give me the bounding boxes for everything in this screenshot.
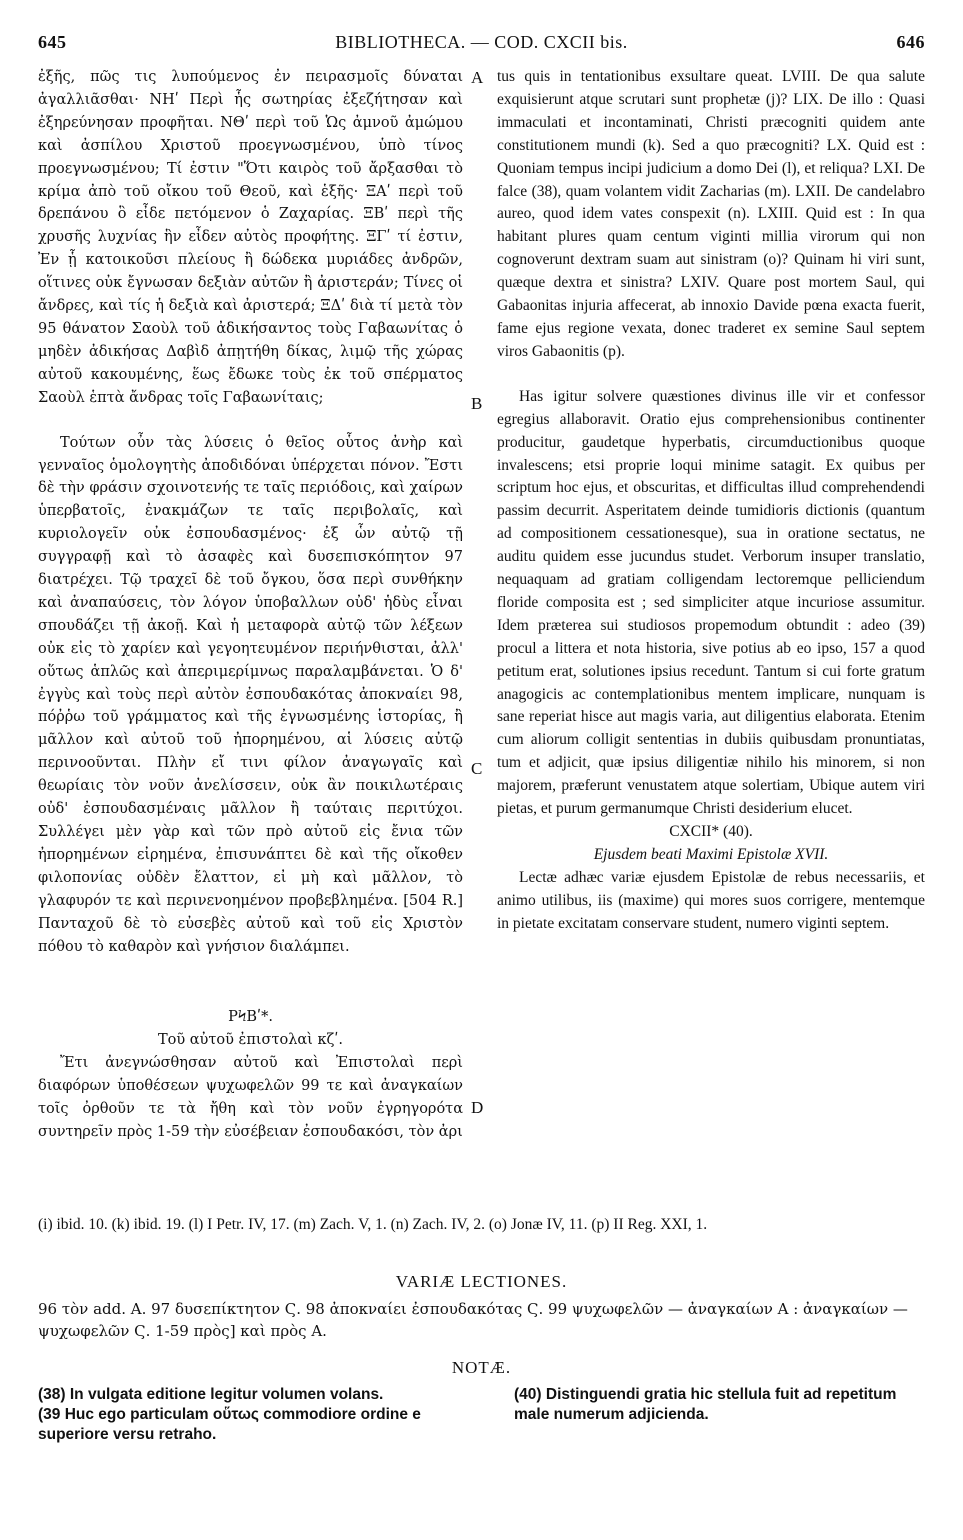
page-number-right: 646 (896, 32, 925, 52)
variae-lectiones-text: 96 τὸν add. A. 97 δυσεπίκτητον Ϛ. 98 ἀποκναίει ἐσπουδακότας Ϛ. 99 ψυχωφελῶν — ἀναγκαίων A : ἀναγκαίων — ψυχωφελῶν Ϛ. 1-59 πρὸς] καὶ πρὸς A. (38, 1300, 908, 1340)
notae-title: NOTÆ. (451, 1358, 512, 1377)
margin-letter-d: D (471, 1098, 484, 1117)
greek-paragraph-2: Τούτων οὖν τὰς λύσεις ὁ θεῖος οὗτος ἀνὴρ καὶ γενναῖος ὁμολογητὴς ἀποδιδόναι ὑπέρχεται πόνον. Ἔστι δὲ τὴν φράσιν σχοινοτενής τε ταῖς περιόδοις, καὶ χαίρων ὑπερβατοῖς, ἐνακμάζων τε ταῖς περιβολαῖς, καὶ κυριολογεῖν οὐκ ἐσπουδασμένος· ἐξ ὧν αὐτῷ τῇ συγγραφῇ καὶ τὸ ἀσαφὲς καὶ δυσεπισκόπητον 97 διατρέχει. Τῷ τραχεῖ δὲ τοῦ ὄγκου, ὅσα περὶ συνθήκην καὶ ἀναπαύσεις, τὸν λόγον ὑποβαλλων οὐδ' ἡδὺς εἶναι σπουδάζει τῇ ἀκοῇ. Καὶ ἡ μεταφορὰ αὐτῷ τῶν λέξεων οὐκ εἰς τὸ χαρίεν καὶ γεγοητευμένον περιήνθισται, ἀλλ' οὕτως ἁπλῶς καὶ ἀπεριμερίμνως παραλαμβάνεται. Ὁ δ' ἐγγὺς καὶ τοὺς περὶ αὐτὸν ἐσπουδακότας ἀποκναίει 98, πόῤῥω τοῦ γράμματος καὶ τῆς ἐγνωσμένης ἱστορίας, ἢ μᾶλλον καὶ αὐτοῦ τοῦ ἠπορημένου, αἱ λύσεις αὐτῷ περινοοῦνται. Πλὴν εἴ τινι φίλον ἀναγωγαῖς καὶ θεωρίαις τὸν νοῦν ἀνελίσσειν, οὐκ ἂν ποικιλωτέραις οὐδ' ἐσπουδασμέναις μᾶλλον ἢ ταύταις περιτύχοι. Συλλέγει μὲν γὰρ καὶ τῶν πρὸ αὐτοῦ εἰς ἔνια τῶν ἠπορημένων εἰρημένα, ἐπισυνάπτει δὲ καὶ τῆς οἴκοθεν φιλοπονίας οὐδὲν ἔλαττον, εἰ μὴ καὶ μᾶλλον, τὸ γλαφυρόν τε καὶ περινενοημένον προβεβλημένα. [504 R.] Πανταχοῦ δὲ τὸ εὐσεβὲς αὐτοῦ καὶ τοῦ εἰς Χριστὸν πόθου τὸ καθαρὸν καὶ γνήσιον διαλάμπει. (38, 434, 463, 955)
note-39: (39 Huc ego particulam οὕτως commodiore ordine e superiore versu retraho. (38, 1406, 421, 1443)
notes-left (38, 1385, 478, 1445)
running-title: BIBLIOTHECA. — COD. CXCII bis. (335, 32, 628, 52)
margin-letter-b: B (471, 394, 483, 413)
margin-letter-c: C (471, 759, 483, 778)
latin-section-number: CXCII* (40). (669, 823, 753, 840)
greek-section-title: Τοῦ αὐτοῦ ἐπιστολαὶ κζʹ. (157, 1032, 344, 1049)
note-40: (40) Distinguendi gratia hic stellula fuit ad repetitum male numerum adjicienda. (514, 1386, 897, 1423)
greek-section-number: ΡϞΒʹ*. (228, 1009, 273, 1026)
margin-letter-a: A (471, 68, 484, 87)
latin-column (497, 66, 925, 936)
greek-column (38, 66, 463, 1144)
footnotes: (i) ibid. 10. (k) ibid. 19. (l) I Petr. IV, 17. (m) Zach. V, 1. (n) Zach. IV, 2. (o) Jonæ IV, 11. (p) II Reg. XXI, 1. (38, 1216, 708, 1233)
greek-paragraph-1: ἐξῆς, πῶς τις λυπούμενος ἐν πειρασμοῖς δύναται ἀγαλλιᾶσθαι· ΝΗʹ Περὶ ἧς σωτηρίας ἐξεζήτησαν καὶ ἐξηρεύνησαν προφῆται. ΝΘʹ περὶ τοῦ Ὡς ἀμνοῦ ἀμώμου καὶ ἀσπίλου Χριστοῦ προεγνωσμένου, ὑπὸ τίνος προεγνωσμένου; Τί ἐστιν "Ὅτι καιρὸς τοῦ ἄρξασθαι τὸ κρίμα ἀπὸ τοῦ οἴκου τοῦ Θεοῦ, καὶ ἑξῆς· ΞΑʹ περὶ τοῦ δρεπάνου ὃ εἶδε πετόμενον ὁ Ζαχαρίας. ΞΒʹ περὶ τῆς χρυσῆς λυχνίας ἣν εἶδεν αὐτὸς προφήτης. ΞΓʹ τί ἐστιν, Ἐν ᾗ κατοικοῦσι πλείους ἢ δώδεκα μυριάδες ἀνδρῶν, οἵτινες οὐκ ἔγνωσαν δεξιὰν αὐτῶν ἢ ἀριστεράν; Τίνες οἱ ἄνδρες, καὶ τίς ἡ δεξιὰ καὶ ἀριστερά; ΞΔʹ διὰ τί μετὰ τὸν 95 θάνατον Σαοὺλ τοῦ ἀδικήσαντος τοὺς Γαβαωνίτας ὁ μηδὲν ἀδικήσας Δαβὶδ ἀπῃτήθη δίκας, λιμῷ τῆς χώρας αὐτοῦ κακουμένης, ἕως ἔδωκε τοὺς ἐκ τοῦ σπέρματος Σαοὺλ ἑπτὰ ἄνδρας τοῖς Γαβαωνίταις; (38, 69, 463, 406)
variae-lectiones-title: VARIÆ LECTIONES. (395, 1272, 568, 1291)
latin-paragraph-1: tus quis in tentationibus exsultare queat. LVIII. De qua salute exquisierunt atque scrutari sunt prophetæ (j)? LIX. De illo : Quasi immaculati et incontaminati, Christi præcogniti quidem ante constitutionem mundi (k). Sed a quo præcogniti? LX. Quid est : Quoniam tempus incipi judicium a domo Dei (l), et reliqua? LXI. De falce (38), quam volantem vidit Zacharias (m). LXII. De candelabro aureo, quod idem vates conspexit (n). LXIII. Quid est : In qua habitant plures quam centum viginti millia virorum qui non cognoverunt dextram suam aut sinistram (o)? Quinam hi viri sunt, quæque dextra et sinistra? LXIV. Quare post mortem Saul, qui Gabaonitas injuria affecerat, ab innoxio Davide pœna exacta fuerit, fame ejus regione vexata, donec traderet ex semine Saul septem viros Gabaonitis (p). (497, 68, 925, 360)
running-header (38, 32, 925, 56)
latin-paragraph-2: Has igitur solvere quæstiones divinus ille vir et confessor egregius allaboravit. Oratio ejus comprehensionibus continenter producitur, gaudetque hyperbatis, circumductionibus quoque invalescens; etsi proprie loqui minime satagit. Ex quibus per scriptum hoc ejus, et obscuritas, et difficultas illud comprehendendi passim decurrit. Asperitatem deinde tumidioris dictionis (quantum ad compositionem cessationesque), sua in oratione sectatus, ne auditu quidem esse jucundus studet. Verborum insuper translatio, nequaquam ad gratiam colligendam lectoremque pelliciendum floride composita est ; sed simpliciter atque incuriose assumitur. Idem præterea sui studiosos propemodum obtundit : adeo (39) procul a littera et nota historia, sive potius ab eo ipso, 157 a quod petitum erat, solutiones ipsius recedunt. Tantum si cui forte gratum anagogicis ac contemplationibus mentem implicare, nunquam is sane reperiat hisce aut magis varia, aut diligentius elaborata. Etenim cum aliorum colligit sententias in dubiis quibusdam pronuntiatas, tum et adjicit, quæ ipsius diligentiæ nihilo his minorem, si non majorem, præferunt venustatem atque solertiam, Ubique autem viri pietas, et purum germanumque Christi desiderium elucet. (497, 387, 925, 818)
notes-right (514, 1385, 924, 1425)
greek-paragraph-3: Ἔτι ἀνεγνώσθησαν αὐτοῦ καὶ Ἐπιστολαὶ περὶ διαφόρων ὑποθέσεων ψυχωφελῶν 99 τε καὶ ἀναγκαίων τοῖς ὀρθοῦν τε τὰ ἤθη καὶ τὸν νοῦν ἐγρηγορότα συντηρεῖν πρὸς 1-59 τὴν εὐσέβειαν ἐσπουδακόσι, τὸν ἀρι (38, 1055, 463, 1140)
note-38: (38) In vulgata editione legitur volumen volans. (38, 1386, 384, 1403)
page-number-left: 645 (38, 32, 67, 52)
latin-section-title: Ejusdem beati Maximi Epistolæ XVII. (593, 845, 829, 863)
latin-paragraph-3: Lectæ adhæc variæ ejusdem Epistolæ de rebus necessariis, et animo utilibus, iis (maxime) qui mores suos corrigere, mentemque in pietate excitatam conservare student, numero viginti septem. (497, 868, 925, 932)
